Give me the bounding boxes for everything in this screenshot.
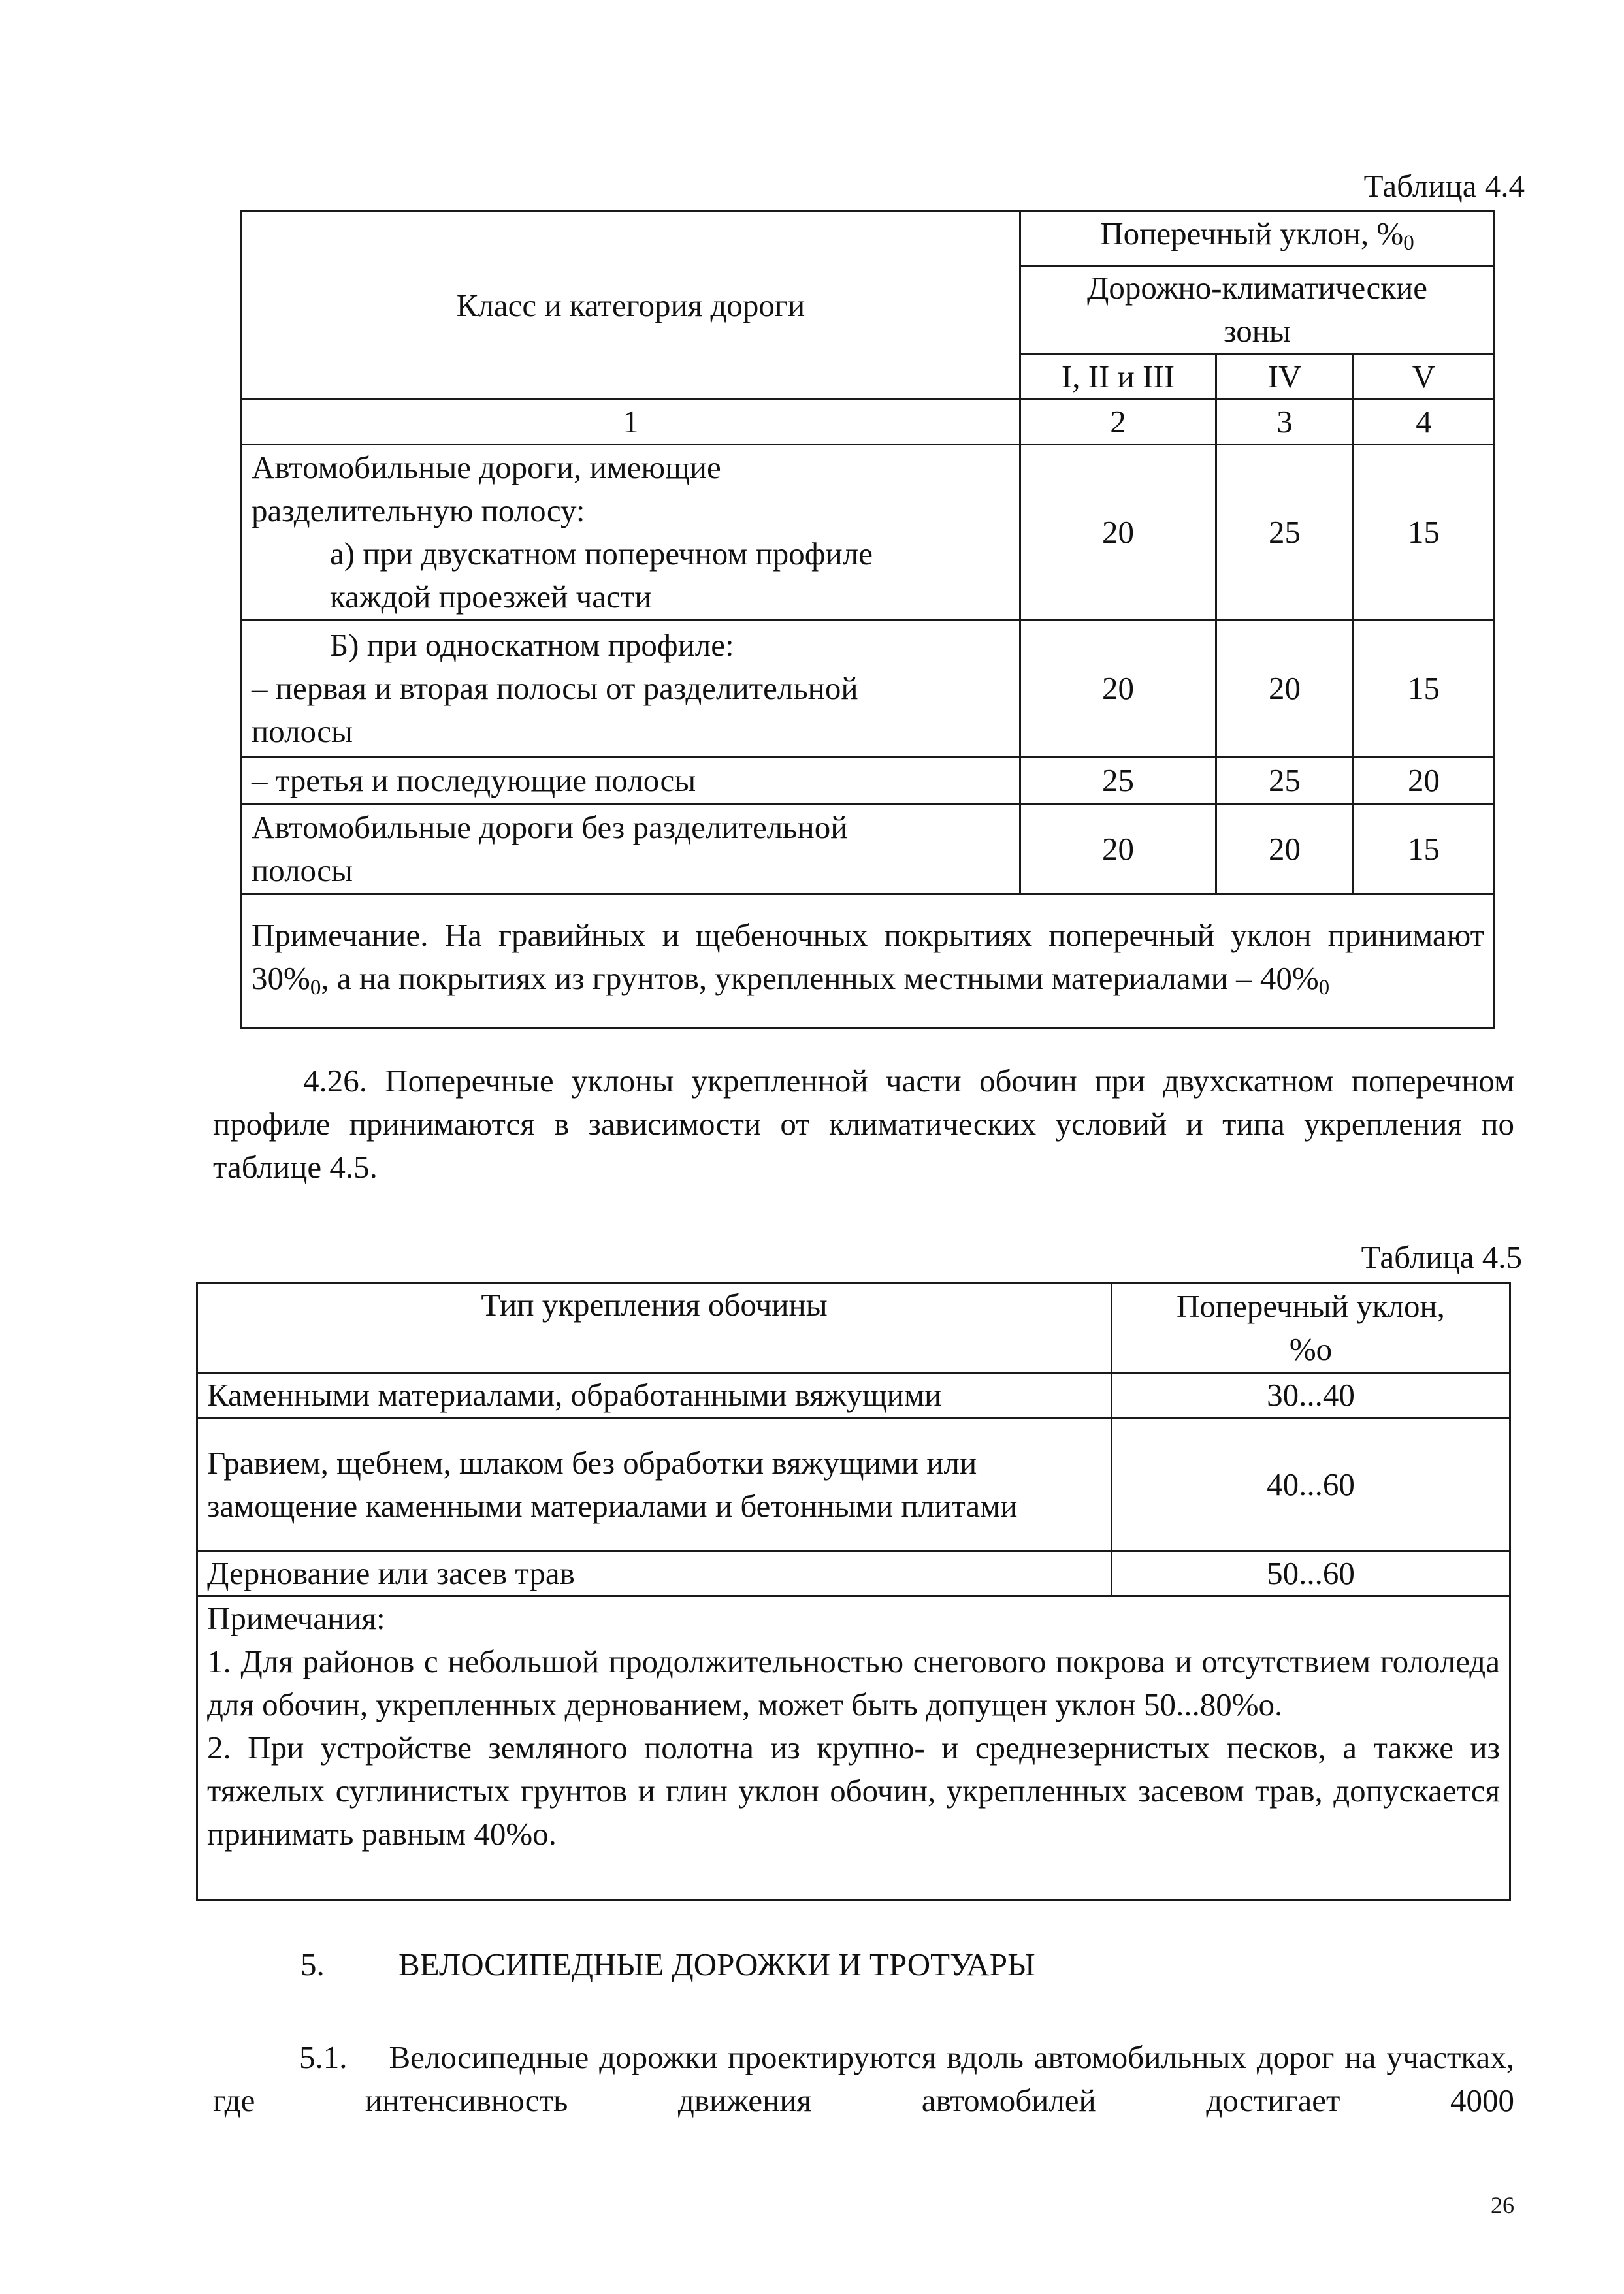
row-line: каждой проезжей части: [330, 578, 652, 615]
note-2: 2. При устройстве земляного полотна из крупно- и среднезернистых песков, а также из тяжелых суглинистых грунтов и глин уклон обочин, укрепленных засевом трав, допускается принимать равным 40%о.: [207, 1730, 1500, 1852]
numbering-cell: 4: [1354, 400, 1495, 445]
value-cell: 20: [1020, 445, 1216, 620]
table-4-4-caption: Таблица 4.4: [1363, 168, 1525, 204]
section-number: 5.: [300, 1947, 325, 1982]
note-1: 1. Для районов с небольшой продолжительностью снегового покрова и отсутствием гололеда для обочин, укрепленных дернованием, может быть допущен уклон 50...80%о.: [207, 1643, 1500, 1722]
table-4-4-note: [242, 894, 1495, 1029]
row-description: [242, 620, 1020, 757]
table-row: [242, 757, 1495, 804]
table-row: [197, 1418, 1510, 1551]
shoulder-type-cell: Каменными материалами, обработанными вяжущими: [197, 1373, 1112, 1418]
column-header-shoulder-type: [197, 1283, 1112, 1373]
table-4-5: [196, 1282, 1511, 1901]
table-row: [242, 445, 1495, 620]
slope-cell: 30...40: [1112, 1373, 1510, 1418]
table-4-4: [240, 210, 1495, 1029]
value-cell: 25: [1216, 757, 1354, 804]
section-title: ВЕЛОСИПЕДНЫЕ ДОРОЖКИ И ТРОТУАРЫ: [398, 1947, 1035, 1982]
note-sub-2: 0: [1318, 975, 1330, 999]
value-cell: 15: [1354, 804, 1495, 894]
column-header-zones: [1020, 266, 1495, 354]
row-line: – третья и последующие полосы: [252, 762, 696, 798]
value-cell: 20: [1020, 620, 1216, 757]
table-4-5-caption: Таблица 4.5: [1361, 1239, 1522, 1275]
slope-cell: 40...60: [1112, 1418, 1510, 1551]
paragraph-5-1-number: 5.1.: [299, 2039, 348, 2075]
value-cell: 15: [1354, 620, 1495, 757]
row-line: разделительную полосу:: [252, 492, 585, 528]
row-line: а) при двускатном поперечном профиле: [330, 535, 873, 572]
zone-header-2: IV: [1216, 354, 1354, 400]
numbering-cell: 1: [242, 400, 1020, 445]
shoulder-type-header-label: Тип укрепления обочины: [481, 1287, 828, 1323]
numbering-cell: 3: [1216, 400, 1354, 445]
row-description: [242, 445, 1020, 620]
slope-header-text: Поперечный уклон, %: [1100, 216, 1404, 251]
paragraph-4-26: 4.26. Поперечные уклоны укрепленной части обочин при двухскатном поперечном профиле принимаются в зависимости от климатических условий и типа укрепления по таблице 4.5.: [213, 1063, 1514, 1185]
value-cell: 20: [1216, 620, 1354, 757]
page-number: 26: [1491, 2192, 1514, 2218]
shoulder-type-cell: Гравием, щебнем, шлаком без обработки вяжущими или замощение каменными материалами и бетонными плитами: [197, 1418, 1112, 1551]
paragraph-5-1: [213, 2036, 1514, 2122]
slope-cell: 50...60: [1112, 1551, 1510, 1596]
table-row: [197, 1551, 1510, 1596]
row-line: полосы: [252, 713, 353, 749]
column-header-slope: [1112, 1283, 1510, 1373]
row-line: Автомобильные дороги без разделительной: [252, 809, 848, 845]
value-cell: 20: [1020, 804, 1216, 894]
zones-header-line-1: Дорожно-климатические: [1086, 270, 1427, 306]
note-part-1: Примечание. На гравийных и щебеночных покрытиях поперечный уклон принимают 30%: [252, 916, 1484, 996]
slope-header-line-1: Поперечный уклон,: [1177, 1287, 1445, 1324]
row-description: [242, 757, 1020, 804]
row-line: – первая и вторая полосы от разделительной: [252, 670, 858, 706]
value-cell: 20: [1216, 804, 1354, 894]
shoulder-type-cell: Дернование или засев трав: [197, 1551, 1112, 1596]
zones-header-line-2: зоны: [1224, 313, 1291, 349]
note-part-2: , а на покрытиях из грунтов, укрепленных местными материалами – 40%: [321, 960, 1319, 996]
paragraph-5-1-text: Велосипедные дорожки проектируются вдоль автомобильных дорог на участках, где интенсивность движения автомобилей достигает 4000: [213, 2039, 1514, 2118]
value-cell: 20: [1354, 757, 1495, 804]
zone-header-1: I, II и III: [1020, 354, 1216, 400]
value-cell: 25: [1020, 757, 1216, 804]
value-cell: 25: [1216, 445, 1354, 620]
table-4-5-notes: [197, 1596, 1510, 1901]
row-description: [242, 804, 1020, 894]
column-header-road-class: [242, 212, 1020, 400]
value-cell: 15: [1354, 445, 1495, 620]
notes-title: Примечания:: [207, 1600, 385, 1636]
slope-header-line-2: %о: [1289, 1331, 1333, 1367]
row-line: полосы: [252, 852, 353, 888]
column-header-slope: [1020, 212, 1495, 266]
row-line: Автомобильные дороги, имеющие: [252, 449, 721, 485]
slope-header-sub: 0: [1403, 231, 1414, 255]
zone-header-3: V: [1354, 354, 1495, 400]
table-row: [242, 620, 1495, 757]
numbering-cell: 2: [1020, 400, 1216, 445]
table-row: [242, 804, 1495, 894]
column-header-road-class-label: Класс и категория дороги: [456, 287, 805, 323]
row-line: Б) при односкатном профиле:: [330, 626, 734, 663]
table-row: [197, 1373, 1510, 1418]
note-sub-1: 0: [310, 975, 321, 999]
